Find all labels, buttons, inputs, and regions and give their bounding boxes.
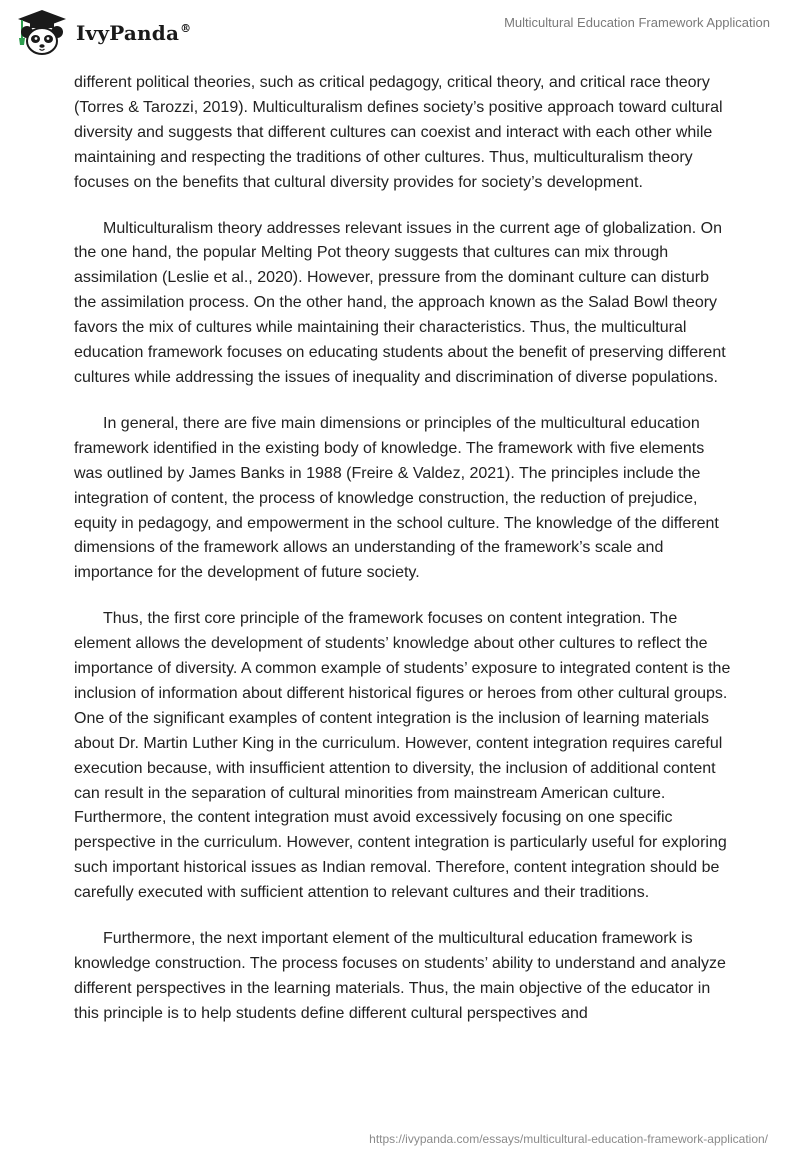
essay-body: [74, 71, 734, 1048]
panda-graduate-icon: [14, 8, 70, 56]
source-url[interactable]: https://ivypanda.com/essays/multicultural-education-framework-application/: [369, 1132, 768, 1146]
page-header: [0, 0, 800, 64]
registered-mark: ®: [180, 22, 192, 36]
paragraph: Multiculturalism theory addresses relevant issues in the current age of globalization. On the one hand, the popular Melting Pot theory suggests that cultures can mix through assimilation (Leslie et al., 2020). However, pressure from the dominant culture can disturb the assimilation process. On the other hand, the approach known as the Salad Bowl theory favors the mix of cultures while maintaining their characteristics. Thus, the multicultural education framework focuses on educating students about the benefit of preserving different cultures while addressing the issues of inequality and discrimination of diverse populations.: [74, 219, 726, 386]
brand-name: IvyPanda®: [76, 21, 192, 45]
paragraph: In general, there are five main dimensions or principles of the multicultural education framework identified in the existing body of knowledge. The framework with five elements was outlined by James Banks in 1988 (Freire & Valdez, 2021). The principles include the integration of content, the process of knowledge construction, the reduction of prejudice, equity in pedagogy, and empowerment in the school culture. The knowledge of the different dimensions of the framework allows an understanding of the framework’s scale and importance for the development of future society.: [74, 414, 719, 582]
ivypanda-logo[interactable]: [14, 8, 191, 56]
paragraph: Furthermore, the next important element of the multicultural education framework is knowledge construction. The process focuses on students’ ability to understand and analyze different perspectives in the learning materials. Thus, the main objective of the educator in this principle is to help students define different cultural perspectives and: [74, 930, 726, 1022]
document-title: Multicultural Education Framework Application: [504, 15, 770, 30]
paragraph: Thus, the first core principle of the framework focuses on content integration. The element allows the development of students’ knowledge about other cultures to reflect the importance of diversity. A common example of students’ exposure to integrated content is the inclusion of information about different historical figures or heroes from other cultural groups. One of the significant examples of content integration is the inclusion of learning materials about Dr. Martin Luther King in the curriculum. However, content integration requires careful execution because, with insufficient attention to diversity, the inclusion of additional content can result in the separation of cultural minorities from mainstream American culture. Furthermore, the content integration must avoid excessively focusing on one specific perspective in the curriculum. However, content integration is particularly useful for exploring such important historical issues as Indian removal. Therefore, content integration should be carefully executed with sufficient attention to relevant cultures and their traditions.: [74, 610, 731, 902]
paragraph: different political theories, such as critical pedagogy, critical theory, and critical race theory (Torres & Tarozzi, 2019). Multiculturalism defines society’s positive approach toward cultural diversity and suggests that different cultures can coexist and interact with each other while maintaining and respecting the traditions of other cultures. Thus, multiculturalism theory focuses on the benefits that cultural diversity provides for society’s development.: [74, 74, 723, 191]
